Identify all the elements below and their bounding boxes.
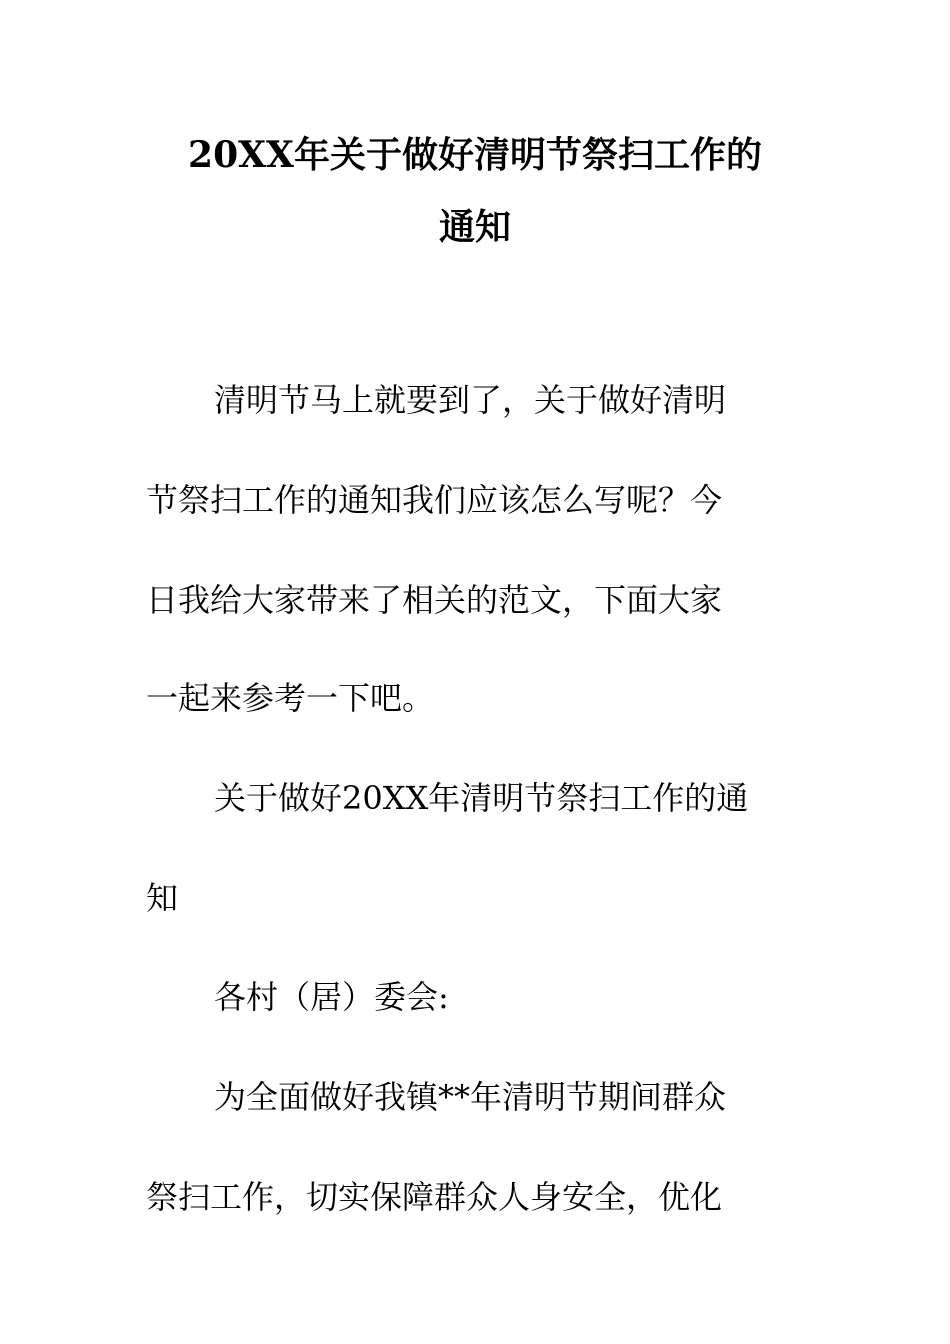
addressee-line: 各村（居）委会: <box>214 978 449 1016</box>
intro-paragraph-line-2: 节祭扫工作的通知我们应该怎么写呢？今 <box>146 481 723 519</box>
intro-paragraph-line-1: 清明节马上就要到了，关于做好清明 <box>214 381 727 419</box>
notice-heading-line-1: 关于做好20XX年清明节祭扫工作的通 <box>214 779 749 817</box>
notice-heading-line-2: 知 <box>146 879 179 917</box>
intro-paragraph-line-3: 日我给大家带来了相关的范文，下面大家 <box>146 581 723 619</box>
body-paragraph-line-2: 祭扫工作，切实保障群众人身安全，优化 <box>146 1178 723 1216</box>
document-title-line-2: 通知 <box>438 206 511 248</box>
intro-paragraph-line-4: 一起来参考一下吧。 <box>146 679 435 717</box>
document-title-line-1: 20XX年关于做好清明节祭扫工作的 <box>188 134 762 176</box>
body-paragraph-line-1: 为全面做好我镇**年清明节期间群众 <box>214 1078 727 1116</box>
